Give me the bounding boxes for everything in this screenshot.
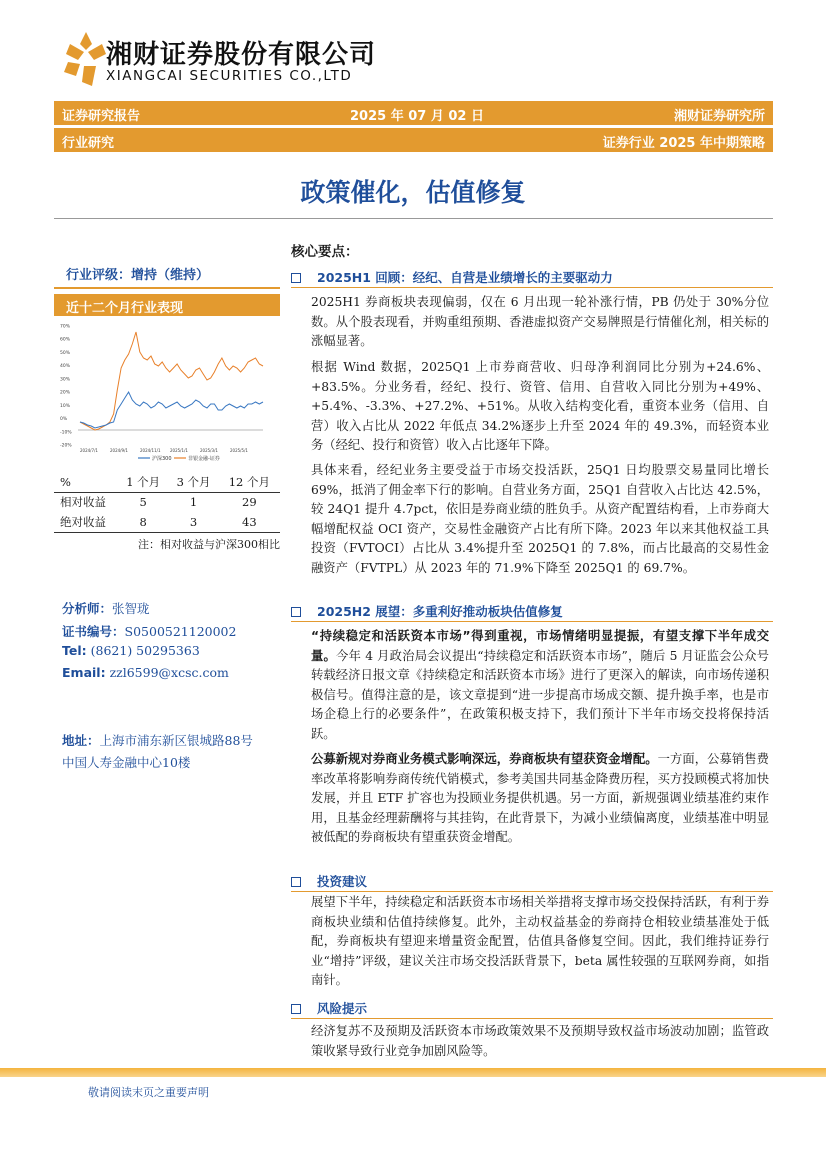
cert-label: 证书编号： (62, 624, 125, 639)
table-row (54, 492, 280, 512)
index-series-line (80, 392, 263, 428)
company-logo-icon (62, 30, 110, 88)
cert-number: S0500521120002 (124, 624, 237, 639)
table-cell: 5 (139, 495, 147, 510)
legend-index-label: 沪深300 (152, 456, 172, 462)
cert-line (62, 622, 236, 640)
table-header-cell: % (54, 472, 118, 492)
table-cell: 1 (189, 495, 198, 510)
y-tick-label: 10% (60, 403, 71, 409)
email-label: Email: (62, 665, 106, 680)
table-header-row (54, 472, 280, 492)
paragraph (311, 750, 769, 848)
report-topic: 证券行业 2025 年中期策略 (602, 136, 765, 151)
paragraph: 展望下半年，持续稳定和活跃资本市场相关举措将支撑市场交投保持活跃，有利于券商板块业绩和估值持续修复。此外，主动权益基金的券商持仓相较业绩基准处于低配，券商板块有望迎来增量资金配置，估值具备修复空间。因此，我们维持证券行业“增持”评级，建议关注市场交投活跃背景下，beta 属性较强的互联网券商，如指南针。 (311, 895, 769, 987)
email-line (62, 665, 229, 680)
y-tick-label: 20% (60, 390, 71, 396)
company-name-cn: 湘财证券股份有限公司 (106, 40, 377, 70)
footer-disclaimer: 敬请阅读末页之重要声明 (88, 1086, 209, 1099)
section-divider (291, 287, 773, 288)
table-note: 注：相对收益与沪深300相比 (138, 538, 280, 551)
legend-sector-label: 非银金融-证券 (188, 456, 220, 462)
header-bar-top (54, 101, 773, 125)
y-tick-label: 30% (60, 377, 71, 383)
report-type: 证券研究报告 (62, 109, 141, 124)
table-cell: 8 (118, 512, 168, 532)
table-cell: 29 (242, 495, 257, 510)
paragraph (311, 627, 769, 744)
table-cell: 3 (168, 512, 218, 532)
table-row (54, 512, 280, 532)
tel-label: Tel: (62, 643, 87, 658)
table-cell: 43 (219, 512, 280, 532)
analyst-label: 分析师： (62, 601, 113, 616)
analyst-line (62, 599, 150, 617)
paragraph: 具体来看，经纪业务主要受益于市场交投活跃，25Q1 日均股票交易量同比增长 69%，抵消了佣金率下行的影响。自营业务方面，25Q1 自营收入占比达 42.5%，较 24Q1 提升 4.7pct，依旧是券商业绩的胜负手。从资产配置结构看，上市券商大幅增配权益 OCI 资产，交易性金融资产占比有所下降。2023 年以来其他权益工具投资（FVTOCI）占比从 3.4%提升至 2025Q1 的 7.8%，而占比最高的交易性金融资产（FVTPL）从 2023 年的 71.9%下降至 2025Q1 的 69.7%。 (311, 463, 769, 575)
sector-series-line (80, 332, 263, 430)
y-tick-label: -10% (60, 430, 72, 436)
address-line-1: 上海市浦东新区银城路88号 (99, 733, 253, 748)
rating-divider (54, 287, 280, 289)
performance-table (54, 472, 280, 533)
y-tick-label: 60% (60, 337, 71, 343)
address-line-2: 中国人寿金融中心10楼 (62, 755, 191, 770)
table-header-cell: 12 个月 (219, 472, 280, 492)
section-review-heading (291, 268, 613, 286)
report-date: 2025 年 07 月 02 日 (350, 109, 484, 124)
title-divider (54, 218, 773, 219)
x-tick-label: 2025/3/1 (200, 448, 218, 453)
address-block (62, 730, 253, 774)
x-tick-label: 2024/11/1 (140, 448, 161, 453)
tel-number: (8621) 50295363 (90, 643, 200, 658)
section-advice-heading (291, 872, 367, 890)
table-header-cell: 3 个月 (168, 472, 218, 492)
x-tick-label: 2025/5/1 (230, 448, 248, 453)
company-name-en: XIANGCAI SECURITIES CO.,LTD (106, 68, 353, 84)
section-outlook-heading (291, 602, 563, 620)
checkbox-bullet-icon (291, 273, 301, 283)
section-divider (291, 621, 773, 622)
core-points-title: 核心要点： (291, 244, 359, 260)
header-bar-bottom (54, 128, 773, 152)
section-review-title: 2025H1 回顾：经纪、自营是业绩增长的主要驱动力 (317, 270, 613, 285)
checkbox-bullet-icon (291, 877, 301, 887)
section-risk-title: 风险提示 (317, 1001, 368, 1016)
address-label: 地址： (62, 733, 100, 748)
x-tick-label: 2025/1/1 (170, 448, 188, 453)
paragraph: 根据 Wind 数据，2025Q1 上市券商营收、归母净利润同比分别为+24.6%、+83.5%。分业务看，经纪、投行、资管、信用、自营收入同比分别为+49%、+5.4%、-3.3%、+27.2%、+51%。从收入结构变化看，重资本业务（信用、自营）收入占比从 2022 年低点 34.2%逐步上升至 2024 年的 49.3%，而轻资本业务（经纪、投行和资管）收入占比逐年下降。 (311, 360, 769, 452)
email-link[interactable]: zzl6599@xcsc.com (109, 665, 229, 680)
research-institute: 湘财证券研究所 (673, 109, 765, 124)
table-cell: 相对收益 (60, 495, 106, 510)
performance-chart (58, 318, 280, 464)
section-advice-title: 投资建议 (317, 874, 368, 889)
x-tick-label: 2024/9/1 (110, 448, 128, 453)
section-risk-heading (291, 999, 367, 1017)
paragraph-lead: “持续稳定和活跃资本市场”得到重视，市场情绪明显提振，有望支撑下半年成交量。 (311, 629, 769, 663)
paragraph: 2025H1 券商板块表现偏弱，仅在 6 月出现一轮补涨行情，PB 仍处于 30%分位数。从个股表现看，并购重组预期、香港虚拟资产交易牌照是行情催化剂，相关标的涨幅显著。 (311, 295, 769, 348)
x-tick-label: 2024/7/1 (80, 448, 98, 453)
paragraph: 经济复苏不及预期及活跃资本市场政策效果不及预期导致权益市场波动加剧；监管政策收紧导致行业竞争加剧风险等。 (311, 1024, 769, 1058)
table-cell: 绝对收益 (54, 512, 118, 532)
section-divider (291, 1018, 773, 1019)
checkbox-bullet-icon (291, 607, 301, 617)
section-divider (291, 891, 773, 892)
table-header-cell: 1 个月 (118, 472, 168, 492)
tel-line (62, 643, 200, 658)
analyst-name: 张智珑 (112, 601, 150, 616)
page-title: 政策催化，估值修复 (300, 178, 526, 207)
y-tick-label: 70% (60, 324, 71, 330)
paragraph-lead: 公募新规对券商业务模式影响深远，券商板块有望获资金增配。 (311, 752, 658, 766)
performance-heading: 近十二个月行业表现 (54, 294, 280, 316)
y-tick-label: 50% (60, 350, 71, 356)
industry-rating: 行业评级：增持（维持） (66, 268, 210, 283)
paragraph-body: 一方面，公募销售费率改革将影响券商传统代销模式，参考美国共同基金降费历程，买方投顾模式将加快发展，并且 ETF 扩容也为投顾业务提供机遇。另一方面，新规强调业绩基准约束作用，且基金经理薪酬将与其挂钩，在此背景下，为减小业绩偏离度，业绩基准中明显被低配的券商板块有望重获资金增配。 (311, 752, 769, 844)
y-tick-label: -20% (60, 443, 72, 449)
footer-band (0, 1068, 826, 1077)
report-category: 行业研究 (62, 136, 115, 151)
checkbox-bullet-icon (291, 1004, 301, 1014)
y-tick-label: 0% (60, 417, 68, 423)
paragraph-body: 今年 4 月政治局会议提出“持续稳定和活跃资本市场”，随后 5 月证监会公众号转载经济日报文章《持续稳定和活跃资本市场》进行了更深入的解读，向市场传递积极信号。值得注意的是，该文章提到“进一步提高市场成交额、提升换手率，也是市场企稳上行的必要条件”，在政策积极支持下，我们预计下半年市场交投将保持活跃。 (311, 648, 769, 741)
y-tick-label: 40% (60, 364, 71, 370)
section-outlook-title: 2025H2 展望：多重利好推动板块估值修复 (317, 604, 563, 619)
